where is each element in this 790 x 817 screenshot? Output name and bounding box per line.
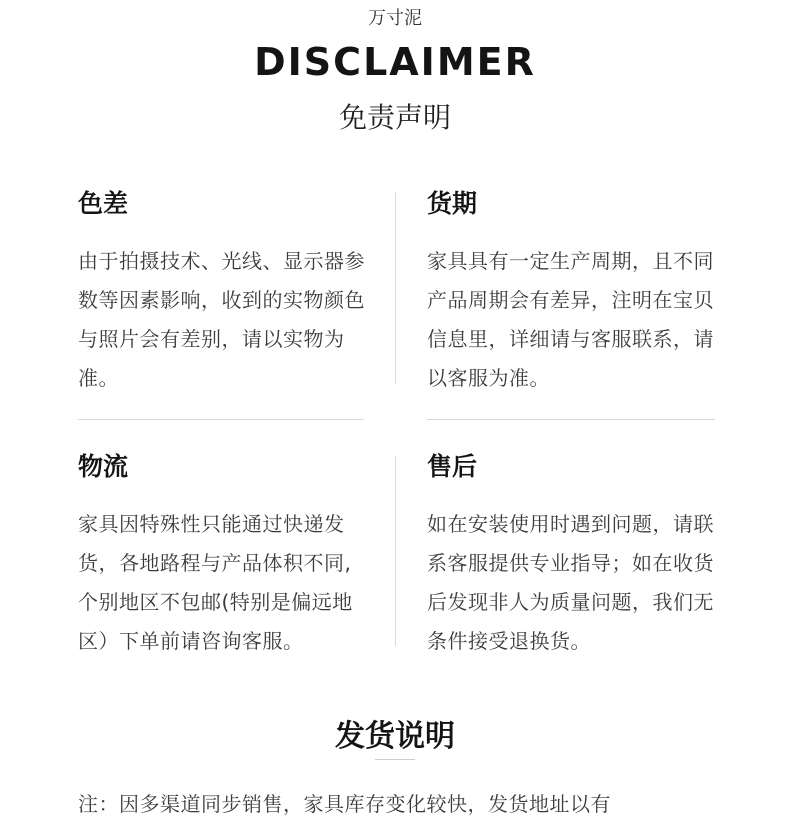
section-logistics (78, 449, 368, 661)
section-heading: 货期 (427, 189, 478, 218)
page-title: DISCLAIMER (254, 40, 536, 84)
section-body: 家具具有一定生产周期，且不同产品周期会有差异，注明在宝贝信息里，详细请与客服联系，请以客服为准。 (427, 249, 714, 390)
brand-name: 万寸泥 (368, 8, 422, 29)
section-heading: 售后 (427, 452, 478, 481)
section-after-sales (427, 449, 717, 661)
section-body: 家具因特殊性只能通过快递发货，各地路程与产品体积不同,个别地区不包邮(特别是偏远地区）下单前请咨询客服。 (78, 512, 353, 653)
shipping-title: 发货说明 (335, 719, 455, 754)
section-body: 如在安装使用时遇到问题，请联系客服提供专业指导；如在收货后发现非人为质量问题，我们无条件接受退换货。 (427, 512, 714, 653)
column-divider (395, 192, 396, 384)
section-delivery-time (427, 186, 717, 398)
page-subtitle: 免责声明 (338, 101, 451, 134)
column-divider (395, 456, 396, 646)
shipping-title-underline (375, 759, 415, 760)
row-divider-right (427, 419, 715, 420)
section-body: 由于拍摄技术、光线、显示器参数等因素影响，收到的实物颜色与照片会有差别，请以实物为准。 (78, 249, 365, 390)
section-heading: 物流 (78, 452, 129, 481)
section-heading: 色差 (78, 189, 129, 218)
row-divider-left (78, 419, 364, 420)
shipping-note: 注：因多渠道同步销售，家具库存变化较快，发货地址以有 (78, 792, 611, 816)
section-color-difference (78, 186, 368, 398)
